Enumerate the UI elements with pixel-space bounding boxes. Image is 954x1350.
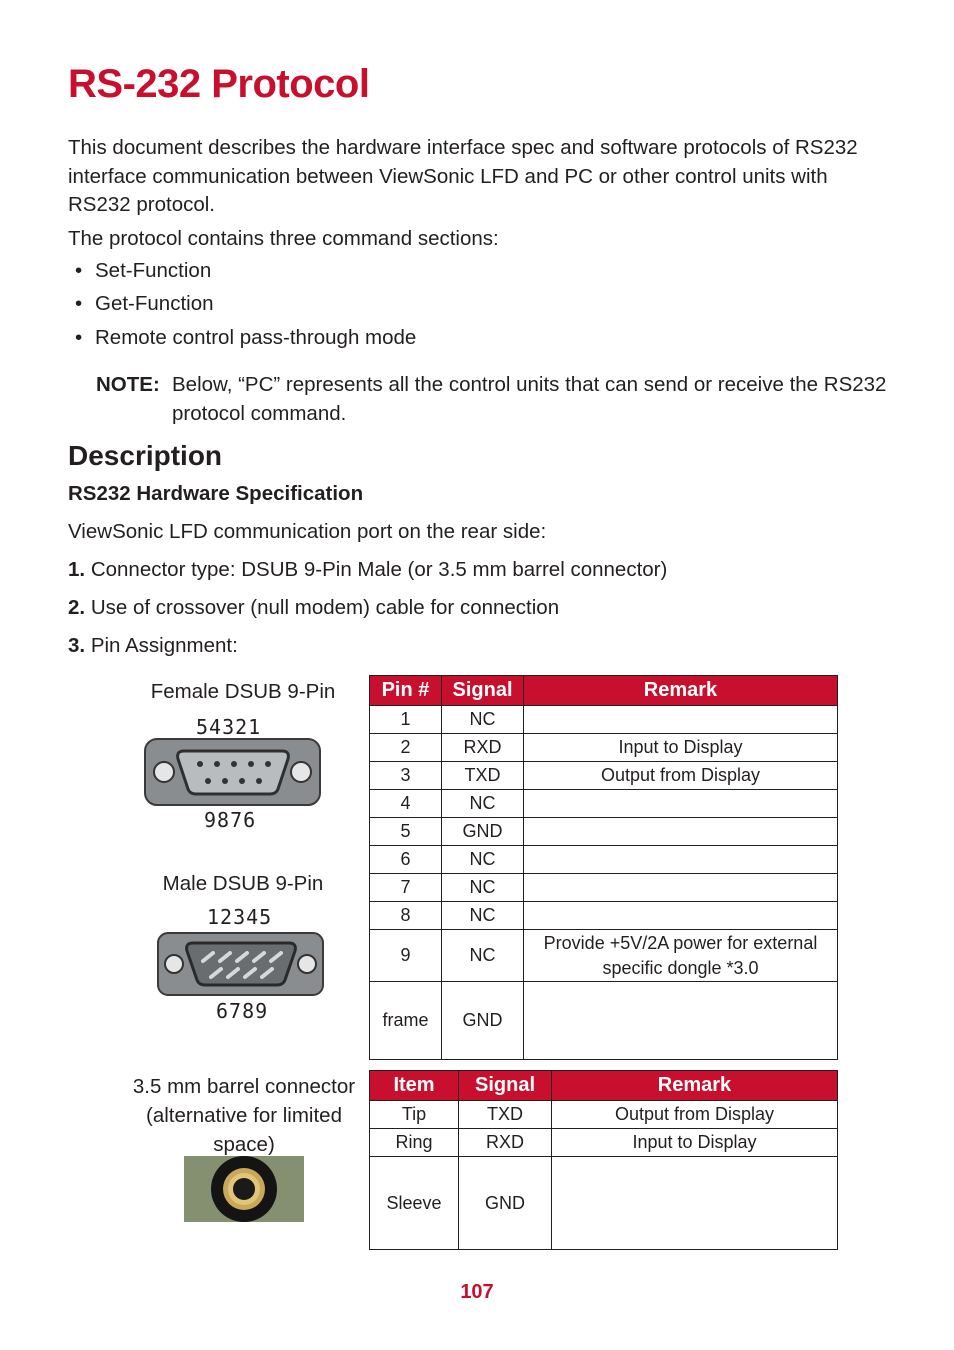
table-row: 8 NC [370, 902, 838, 930]
intro-paragraph: This document describes the hardware interface spec and software protocols of RS232 interface communication between ViewSonic LFD and PC or other control units with RS232 protocol. [68, 136, 858, 216]
table-row: Ring RXD Input to Display [370, 1129, 838, 1157]
table-row: 7 NC [370, 874, 838, 902]
table-row: 9 NC Provide +5V/2A power for external specific dongle *3.0 [370, 930, 838, 982]
pin-assignment-table [369, 675, 838, 1060]
female-dsub-connector-icon [144, 737, 322, 809]
table-row: 6 NC [370, 846, 838, 874]
step-item: 1. Connector type: DSUB 9-Pin Male (or 3.5 mm barrel connector) [68, 558, 668, 581]
column-header: Remark [524, 676, 838, 706]
port-description: ViewSonic LFD communication port on the rear side: [68, 520, 547, 543]
table-row: 4 NC [370, 790, 838, 818]
column-header: Signal [442, 676, 524, 706]
female-dsub-label: Female DSUB 9-Pin [150, 680, 336, 703]
table-row: 2 RXD Input to Display [370, 734, 838, 762]
step-item: 3. Pin Assignment: [68, 634, 238, 657]
female-pin-numbers-bottom: 9876 [204, 808, 257, 832]
male-pin-numbers-top: 12345 [207, 905, 273, 929]
column-header: Signal [459, 1071, 552, 1101]
table-row: Sleeve GND [370, 1157, 838, 1250]
barrel-connector-label: 3.5 mm barrel connector (alternative for limited space) [132, 1075, 356, 1156]
bullet-item: • Get-Function [75, 292, 214, 315]
column-header: Remark [552, 1071, 838, 1101]
section-heading: Description [68, 440, 223, 471]
step-item: 2. Use of crossover (null modem) cable for connection [68, 596, 560, 619]
table-row: 1 NC [370, 706, 838, 734]
bullet-item: • Remote control pass-through mode [75, 326, 417, 349]
note-label: NOTE: [96, 373, 160, 396]
table-row: 5 GND [370, 818, 838, 846]
male-dsub-connector-icon [157, 931, 325, 999]
note-block [96, 371, 887, 425]
table-row: Tip TXD Output from Display [370, 1101, 838, 1129]
table-row: frame GND [370, 982, 838, 1060]
barrel-connector-icon [184, 1156, 304, 1222]
column-header: Pin # [370, 676, 442, 706]
page-title: RS-232 Protocol [68, 62, 370, 106]
page-number: 107 [460, 1281, 494, 1303]
column-header: Item [370, 1071, 459, 1101]
male-pin-numbers-bottom: 6789 [216, 999, 269, 1023]
female-pin-numbers-top: 54321 [196, 715, 262, 739]
barrel-pin-table [369, 1070, 838, 1250]
note-text: Below, “PC” represents all the control units that can send or receive the RS232 protocol command. [172, 373, 887, 425]
sections-intro: The protocol contains three command sections: [68, 227, 499, 250]
table-row: 3 TXD Output from Display [370, 762, 838, 790]
subsection-heading: RS232 Hardware Specification [68, 482, 364, 505]
male-dsub-label: Male DSUB 9-Pin [162, 872, 324, 895]
bullet-item: • Set-Function [75, 259, 212, 282]
